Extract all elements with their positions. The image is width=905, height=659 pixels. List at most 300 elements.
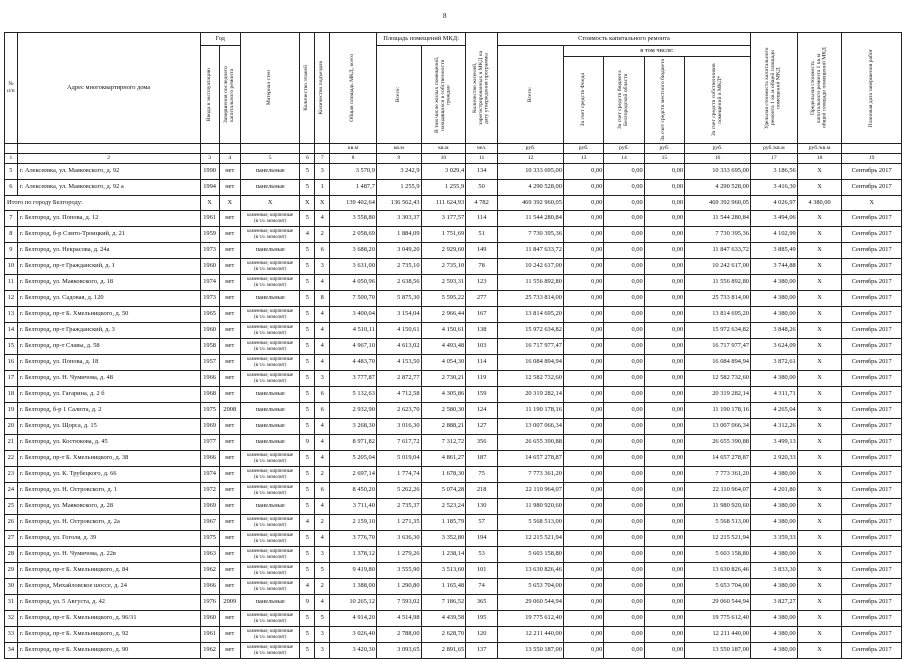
floors-cell: 5	[300, 323, 315, 339]
header-area-total: Всего:	[376, 46, 421, 144]
material-line-2: (в т.ч. монолит)	[253, 458, 287, 464]
unit-cost-cell: 4 380,00	[750, 515, 797, 531]
table-row	[5, 211, 902, 227]
fund-cell: 0,00	[563, 355, 603, 371]
unit-cost-cell: 4 380,00	[750, 579, 797, 595]
fund-cell: 0,00	[563, 164, 603, 180]
address-cell: г. Алексеевка, ул. Маяковского, д. 92 а	[17, 180, 200, 196]
fund-cell: 0,00	[563, 307, 603, 323]
limit-cost-cell: X	[797, 403, 842, 419]
floors-cell: 5	[300, 611, 315, 627]
regional-budget-cell: 0,00	[604, 211, 644, 227]
residents-cell: 218	[466, 483, 498, 499]
year-built-cell: 1960	[200, 323, 219, 339]
local-budget-cell: 0,00	[644, 275, 684, 291]
cost-total-cell: 10 242 617,00	[498, 259, 564, 275]
plan-date-cell: Сентябрь 2017	[842, 339, 902, 355]
regional-budget-cell: 0,00	[604, 435, 644, 451]
plan-date-cell: Сентябрь 2017	[842, 307, 902, 323]
regional-budget-cell: 0,00	[604, 180, 644, 196]
row-number: 34	[5, 643, 18, 659]
unit-cell: руб.	[685, 144, 751, 154]
row-number: 8	[5, 227, 18, 243]
citizens-area-cell: 1 678,30	[421, 467, 466, 483]
year-built-cell: 1990	[200, 164, 219, 180]
citizens-area-cell: 4 439,58	[421, 611, 466, 627]
material-cell	[240, 211, 300, 227]
material-line-1: каменные, кирпичные	[247, 341, 294, 347]
fund-cell: 0,00	[563, 180, 603, 196]
local-budget-cell: 0,00	[644, 419, 684, 435]
cost-total-cell: 25 733 814,00	[498, 291, 564, 307]
premises-area-cell: 1 279,26	[376, 547, 421, 563]
year-built-cell: 1977	[200, 435, 219, 451]
year-built-cell: 1960	[200, 259, 219, 275]
premises-area-cell: 3 555,90	[376, 563, 421, 579]
year-renov-cell: нет	[219, 499, 240, 515]
material-line-1: каменные, кирпичные	[247, 229, 294, 235]
material-line-2: (в т.ч. монолит)	[253, 586, 287, 592]
material-line-2: (в т.ч. монолит)	[253, 554, 287, 560]
limit-cost-cell: X	[797, 611, 842, 627]
address-cell: г. Белгород, пр-т Б. Хмельницкого, д. 96/31	[17, 611, 200, 627]
material-cell	[240, 355, 300, 371]
premises-area-cell: 3 093,65	[376, 643, 421, 659]
fund-cell: 0,00	[563, 323, 603, 339]
cost-total-cell: 7 730 395,36	[498, 227, 564, 243]
material-line-2: (в т.ч. монолит)	[253, 650, 287, 656]
owners-cell: 19 775 612,40	[685, 611, 751, 627]
header-including: в том числе:	[563, 46, 750, 57]
plan-date-cell: Сентябрь 2017	[842, 259, 902, 275]
column-number-cell: 17	[750, 154, 797, 164]
row-number: 22	[5, 451, 18, 467]
entrances-cell: 4	[315, 499, 330, 515]
header-cost-group: Стоимость капитального ремонта	[498, 33, 751, 46]
limit-cost-cell: X	[797, 164, 842, 180]
year-renov-cell: 2009	[219, 595, 240, 611]
local-budget-cell: 0,00	[644, 196, 684, 211]
local-budget-cell: 0,00	[644, 211, 684, 227]
entrances-cell: 8	[315, 291, 330, 307]
citizens-area-cell: 4 861,27	[421, 451, 466, 467]
unit-cost-cell: 4 102,99	[750, 227, 797, 243]
owners-cell: 13 550 187,00	[685, 643, 751, 659]
local-budget-cell: 0,00	[644, 451, 684, 467]
year-built-cell: 1975	[200, 531, 219, 547]
address-cell: г. Белгород, пр-т Б. Хмельницкого, д. 38	[17, 451, 200, 467]
local-budget-cell: 0,00	[644, 403, 684, 419]
material-line-2: (в т.ч. монолит)	[253, 362, 287, 368]
floors-cell: 9	[300, 435, 315, 451]
header-total-area: Общая площадь МКД, всего	[330, 33, 377, 144]
regional-budget-cell: 0,00	[604, 643, 644, 659]
header-cost-total: Всего:	[498, 46, 564, 144]
residents-cell: 51	[466, 227, 498, 243]
regional-budget-cell: 0,00	[604, 467, 644, 483]
material-line-1: каменные, кирпичные	[247, 373, 294, 379]
year-built-cell: 1974	[200, 275, 219, 291]
residents-cell: 53	[466, 547, 498, 563]
material-line-1: каменные, кирпичные	[247, 453, 294, 459]
unit-cell	[240, 144, 300, 154]
unit-cost-cell: 4 201,80	[750, 483, 797, 499]
limit-cost-cell: X	[797, 579, 842, 595]
material-line-1: каменные, кирпичные	[247, 613, 294, 619]
cost-total-cell: 5 653 704,00	[498, 579, 564, 595]
plan-date-cell: Сентябрь 2017	[842, 243, 902, 259]
year-built-cell: 1972	[200, 483, 219, 499]
material-line-2: (в т.ч. монолит)	[253, 522, 287, 528]
citizens-area-cell: 1 238,14	[421, 547, 466, 563]
unit-cost-cell: 3 624,09	[750, 339, 797, 355]
floors-cell: 5	[300, 211, 315, 227]
table-row	[5, 371, 902, 387]
local-budget-cell: 0,00	[644, 164, 684, 180]
citizens-area-cell: 2 891,65	[421, 643, 466, 659]
column-number-cell: 10	[421, 154, 466, 164]
premises-area-cell: 5 019,04	[376, 451, 421, 467]
citizens-area-cell: 5 074,28	[421, 483, 466, 499]
premises-area-cell: 2 638,56	[376, 275, 421, 291]
column-number-cell: 16	[685, 154, 751, 164]
cost-total-cell: 11 980 920,60	[498, 499, 564, 515]
material-cell	[240, 227, 300, 243]
year-renov-cell: нет	[219, 227, 240, 243]
cost-total-cell: 5 568 513,00	[498, 515, 564, 531]
owners-cell: 11 556 892,80	[685, 275, 751, 291]
table-row	[5, 307, 902, 323]
unit-cost-cell: 3 416,30	[750, 180, 797, 196]
total-area-cell: 1 487,7	[330, 180, 377, 196]
year-renov-cell: нет	[219, 467, 240, 483]
floors-cell: 5	[300, 499, 315, 515]
column-number-cell: 8	[330, 154, 377, 164]
column-number-cell: 2	[17, 154, 200, 164]
citizens-area-cell: 3 177,57	[421, 211, 466, 227]
owners-cell: 11 544 280,84	[685, 211, 751, 227]
unit-cost-cell: 4 380,00	[750, 291, 797, 307]
owners-cell: 13 630 826,46	[685, 563, 751, 579]
address-cell: г. Белгород, пр-т Славы, д. 58	[17, 339, 200, 355]
local-budget-cell: 0,00	[644, 387, 684, 403]
unit-cost-cell: 2 920,33	[750, 451, 797, 467]
row-number: 29	[5, 563, 18, 579]
local-budget-cell: 0,00	[644, 467, 684, 483]
regional-budget-cell: 0,00	[604, 307, 644, 323]
plan-date-cell: Сентябрь 2017	[842, 403, 902, 419]
owners-cell: 10 242 617,00	[685, 259, 751, 275]
material-cell: панельные	[240, 595, 300, 611]
fund-cell: 0,00	[563, 611, 603, 627]
plan-date-cell: Сентябрь 2017	[842, 579, 902, 595]
plan-date-cell: Сентябрь 2017	[842, 467, 902, 483]
citizens-area-cell: 2 888,21	[421, 419, 466, 435]
floors-cell: 9	[300, 595, 315, 611]
table-row	[5, 515, 902, 531]
entrances-cell: 4	[315, 211, 330, 227]
residents-cell: 74	[466, 579, 498, 595]
limit-cost-cell: X	[797, 307, 842, 323]
table-row	[5, 483, 902, 499]
limit-cost-cell: X	[797, 563, 842, 579]
row-number: 26	[5, 515, 18, 531]
total-area-cell: 4 510,11	[330, 323, 377, 339]
unit-cost-cell: 3 494,06	[750, 211, 797, 227]
regional-budget-cell: 0,00	[604, 579, 644, 595]
year-renov-cell: нет	[219, 563, 240, 579]
row-number: 9	[5, 243, 18, 259]
owners-cell: 4 290 528,00	[685, 180, 751, 196]
citizens-area-cell: 2 730,21	[421, 371, 466, 387]
plan-date-cell: Сентябрь 2017	[842, 275, 902, 291]
premises-area-cell: 4 150,61	[376, 323, 421, 339]
owners-cell: 20 319 282,14	[685, 387, 751, 403]
header-no: № п/п	[5, 33, 18, 144]
local-budget-cell: 0,00	[644, 307, 684, 323]
material-cell	[240, 515, 300, 531]
unit-cost-cell: 4 380,00	[750, 275, 797, 291]
material-cell: X	[240, 196, 300, 211]
premises-area-cell: 4 613,02	[376, 339, 421, 355]
fund-cell: 0,00	[563, 451, 603, 467]
material-line-2: (в т.ч. монолит)	[253, 266, 287, 272]
local-budget-cell: 0,00	[644, 291, 684, 307]
owners-cell: 15 972 634,82	[685, 323, 751, 339]
table-row	[5, 403, 902, 419]
residents-cell: 101	[466, 563, 498, 579]
total-area-cell: 1 388,00	[330, 579, 377, 595]
total-area-cell: 8 971,82	[330, 435, 377, 451]
fund-cell: 0,00	[563, 227, 603, 243]
header-area-citizens: В том числе жилых помещений, находящихся в собственности граждан	[421, 46, 466, 144]
owners-cell: 29 060 544,94	[685, 595, 751, 611]
year-built-cell: 1975	[200, 403, 219, 419]
row-number: 33	[5, 627, 18, 643]
plan-date-cell: Сентябрь 2017	[842, 180, 902, 196]
year-renov-cell: X	[219, 196, 240, 211]
material-line-1: каменные, кирпичные	[247, 581, 294, 587]
unit-cost-cell: 4 265,04	[750, 403, 797, 419]
row-number: 18	[5, 387, 18, 403]
column-numbers-row	[5, 154, 902, 164]
cost-total-cell: 26 655 390,88	[498, 435, 564, 451]
premises-area-cell: 3 016,30	[376, 419, 421, 435]
residents-cell: 356	[466, 435, 498, 451]
residents-cell: 127	[466, 419, 498, 435]
material-line-2: (в т.ч. монолит)	[253, 282, 287, 288]
table-row	[5, 435, 902, 451]
floors-cell: 4	[300, 515, 315, 531]
address-cell: г. Белгород, ул. Н. Островского, д. 1	[17, 483, 200, 499]
citizens-area-cell: 2 593,31	[421, 275, 466, 291]
material-cell: панельные	[240, 180, 300, 196]
year-renov-cell: нет	[219, 164, 240, 180]
material-line-2: (в т.ч. монолит)	[253, 634, 287, 640]
cost-total-cell: 10 333 695,00	[498, 164, 564, 180]
residents-cell: 138	[466, 323, 498, 339]
limit-cost-cell: X	[797, 483, 842, 499]
cost-total-cell: 15 972 634,82	[498, 323, 564, 339]
material-cell: панельные	[240, 435, 300, 451]
material-line-2: (в т.ч. монолит)	[253, 490, 287, 496]
unit-cost-cell: 4 380,00	[750, 467, 797, 483]
material-line-2: (в т.ч. монолит)	[253, 378, 287, 384]
limit-cost-cell: X	[797, 211, 842, 227]
regional-budget-cell: 0,00	[604, 291, 644, 307]
entrances-cell: 2	[315, 467, 330, 483]
entrances-cell: 3	[315, 627, 330, 643]
row-number: 24	[5, 483, 18, 499]
entrances-cell: 3	[315, 547, 330, 563]
local-budget-cell: 0,00	[644, 611, 684, 627]
year-renov-cell: нет	[219, 291, 240, 307]
row-number: 28	[5, 547, 18, 563]
citizens-area-cell: 2 628,70	[421, 627, 466, 643]
citizens-area-cell: 1 165,48	[421, 579, 466, 595]
column-number-cell: 3	[200, 154, 219, 164]
address-cell: г. Белгород, ул. Щорса, д. 15	[17, 419, 200, 435]
material-cell: панельные	[240, 403, 300, 419]
material-line-2: (в т.ч. монолит)	[253, 570, 287, 576]
material-line-1: каменные, кирпичные	[247, 629, 294, 635]
fund-cell: 0,00	[563, 275, 603, 291]
floors-cell: 5	[300, 467, 315, 483]
total-area-cell: 3 558,80	[330, 211, 377, 227]
unit-cost-cell: 3 359,33	[750, 531, 797, 547]
residents-cell: 187	[466, 451, 498, 467]
total-label: Итого по городу Белгороду:	[5, 196, 201, 211]
fund-cell: 0,00	[563, 547, 603, 563]
material-cell	[240, 627, 300, 643]
unit-cost-cell: 4 311,71	[750, 387, 797, 403]
premises-area-cell: 1 271,35	[376, 515, 421, 531]
table-row	[5, 627, 902, 643]
material-line-2: (в т.ч. монолит)	[253, 218, 287, 224]
row-number: 16	[5, 355, 18, 371]
total-area-cell: 9 419,80	[330, 563, 377, 579]
row-number: 32	[5, 611, 18, 627]
material-cell	[240, 643, 300, 659]
address-cell: г. Белгород, б-р 1 Салюта, д. 2	[17, 403, 200, 419]
material-line-1: каменные, кирпичные	[247, 469, 294, 475]
year-renov-cell: нет	[219, 307, 240, 323]
limit-cost-cell: X	[797, 531, 842, 547]
citizens-area-cell: 4 054,30	[421, 355, 466, 371]
column-number-cell: 12	[498, 154, 564, 164]
year-built-cell: X	[200, 196, 219, 211]
plan-date-cell: Сентябрь 2017	[842, 595, 902, 611]
owners-cell: 13 814 695,20	[685, 307, 751, 323]
table-row	[5, 164, 902, 180]
limit-cost-cell: X	[797, 435, 842, 451]
regional-budget-cell: 0,00	[604, 371, 644, 387]
plan-date-cell: Сентябрь 2017	[842, 547, 902, 563]
material-cell	[240, 307, 300, 323]
floors-cell: 5	[300, 180, 315, 196]
address-cell: г. Белгород, ул. Садовая, д. 120	[17, 291, 200, 307]
owners-cell: 12 215 521,94	[685, 531, 751, 547]
limit-cost-cell: X	[797, 371, 842, 387]
material-cell	[240, 275, 300, 291]
fund-cell: 0,00	[563, 339, 603, 355]
header-entrances: Количество подъездов	[315, 33, 330, 144]
total-area-cell: 3 777,87	[330, 371, 377, 387]
plan-date-cell: Сентябрь 2017	[842, 227, 902, 243]
fund-cell: 0,00	[563, 483, 603, 499]
total-area-cell: 3 688,20	[330, 243, 377, 259]
material-cell: панельные	[240, 499, 300, 515]
year-built-cell: 1963	[200, 547, 219, 563]
header-year-renov: Завершения последнего капитального ремонта	[219, 46, 240, 144]
residents-cell: 114	[466, 211, 498, 227]
citizens-area-cell: 1 255,9	[421, 180, 466, 196]
local-budget-cell: 0,00	[644, 515, 684, 531]
plan-date-cell: Сентябрь 2017	[842, 164, 902, 180]
table-row	[5, 339, 902, 355]
row-number: 30	[5, 579, 18, 595]
year-renov-cell: нет	[219, 371, 240, 387]
plan-date-cell: Сентябрь 2017	[842, 515, 902, 531]
total-area-cell: 2 932,90	[330, 403, 377, 419]
regional-budget-cell: 0,00	[604, 595, 644, 611]
material-line-1: каменные, кирпичные	[247, 277, 294, 283]
local-budget-cell: 0,00	[644, 563, 684, 579]
plan-date-cell: Сентябрь 2017	[842, 451, 902, 467]
fund-cell: 0,00	[563, 419, 603, 435]
residents-cell: 365	[466, 595, 498, 611]
total-area-cell: 4 967,10	[330, 339, 377, 355]
year-built-cell: 1966	[200, 451, 219, 467]
regional-budget-cell: 0,00	[604, 499, 644, 515]
row-number: 10	[5, 259, 18, 275]
floors-cell: 5	[300, 483, 315, 499]
floors-cell: 5	[300, 164, 315, 180]
year-renov-cell: нет	[219, 483, 240, 499]
material-cell	[240, 451, 300, 467]
limit-cost-cell: X	[797, 180, 842, 196]
address-cell: г. Белгород, ул. Н. Островского, д. 2а	[17, 515, 200, 531]
material-cell	[240, 371, 300, 387]
year-built-cell: 1959	[200, 227, 219, 243]
premises-area-cell: 3 049,20	[376, 243, 421, 259]
local-budget-cell: 0,00	[644, 339, 684, 355]
total-area-cell: 5 132,63	[330, 387, 377, 403]
material-cell: панельные	[240, 419, 300, 435]
premises-area-cell: 1 774,74	[376, 467, 421, 483]
unit-cell: руб./кв.м	[797, 144, 842, 154]
entrances-cell: 4	[315, 435, 330, 451]
floors-cell: 5	[300, 371, 315, 387]
residents-cell: 4 782	[466, 196, 498, 211]
unit-cost-cell: 3 833,30	[750, 563, 797, 579]
unit-cell: кв.м	[330, 144, 377, 154]
material-cell	[240, 323, 300, 339]
page-number: 8	[443, 12, 447, 20]
local-budget-cell: 0,00	[644, 243, 684, 259]
fund-cell: 0,00	[563, 627, 603, 643]
plan-date-cell: Сентябрь 2017	[842, 211, 902, 227]
owners-cell: 16 084 894,94	[685, 355, 751, 371]
floors-cell: 5	[300, 259, 315, 275]
entrances-cell: 4	[315, 595, 330, 611]
entrances-cell: 2	[315, 227, 330, 243]
address-cell: г. Белгород, б-р Сэмто-Троицкий, д. 21	[17, 227, 200, 243]
plan-date-cell: Сентябрь 2017	[842, 371, 902, 387]
total-area-cell: 10 265,12	[330, 595, 377, 611]
plan-date-cell: Сентябрь 2017	[842, 611, 902, 627]
regional-budget-cell: 0,00	[604, 419, 644, 435]
